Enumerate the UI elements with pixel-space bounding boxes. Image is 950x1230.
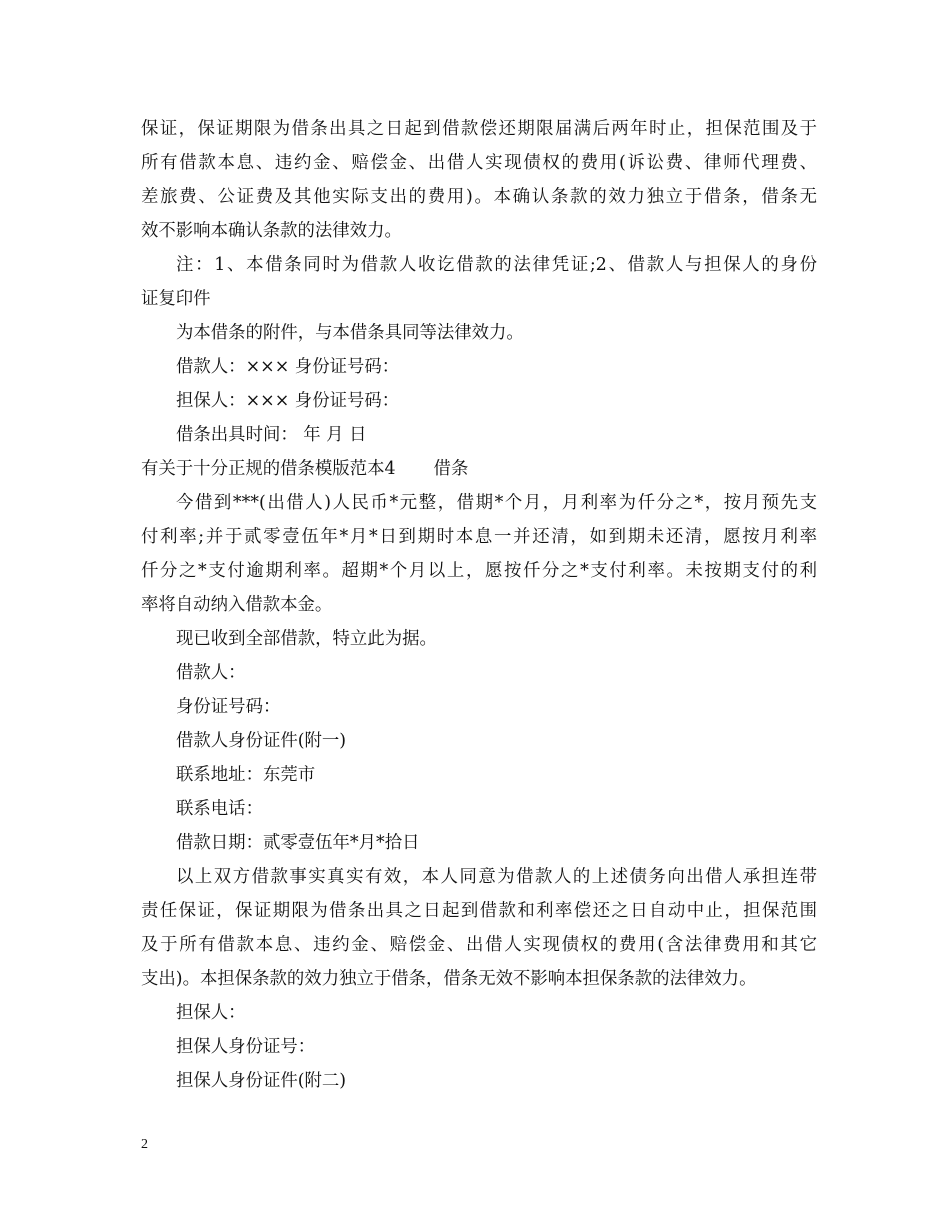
document-body bbox=[141, 112, 817, 1098]
page-number: 2 bbox=[141, 1137, 148, 1152]
text-line: 所有借款本息、违约金、赔偿金、出借人实现债权的费用(诉讼费、律师代理费、 bbox=[141, 153, 817, 173]
text-line: 联系电话： bbox=[176, 799, 263, 819]
text-line: 支出)。本担保条款的效力独立于借条，借条无效不影响本担保条款的法律效力。 bbox=[141, 969, 757, 989]
text-line: 担保人：××× 身份证号码： bbox=[176, 391, 400, 411]
text-line: 借款人身份证件(附一) bbox=[176, 731, 347, 751]
section-heading bbox=[141, 452, 817, 486]
text-line: 担保人身份证件(附二) bbox=[176, 1071, 347, 1091]
text-line: 率将自动纳入借款本金。 bbox=[141, 595, 333, 615]
text-line: 付利率;并于贰零壹伍年*月*日到期时本息一并还清，如到期未还清，愿按月利率 bbox=[141, 527, 817, 547]
text-line: 借款日期：贰零壹伍年*月*拾日 bbox=[176, 833, 420, 853]
text-line: 为本借条的附件，与本借条具同等法律效力。 bbox=[176, 323, 524, 343]
text-line: 差旅费、公证费及其他实际支出的费用)。本确认条款的效力独立于借条，借条无 bbox=[141, 187, 817, 207]
text-line: 担保人身份证号： bbox=[176, 1037, 316, 1057]
text-line: 借条出具时间： 年 月 日 bbox=[176, 425, 367, 445]
section-heading-title: 借条 bbox=[433, 459, 469, 479]
text-line: 借款人： bbox=[176, 663, 246, 683]
text-line: 今借到***(出借人)人民币*元整，借期*个月，月利率为仟分之*，按月预先支 bbox=[176, 493, 817, 513]
text-line: 效不影响本确认条款的法律效力。 bbox=[141, 221, 402, 241]
text-line: 现已收到全部借款，特立此为据。 bbox=[176, 629, 437, 649]
text-line: 仟分之*支付逾期利率。超期*个月以上，愿按仟分之*支付利率。未按期支付的利 bbox=[141, 561, 817, 581]
text-line: 联系地址：东莞市 bbox=[176, 765, 316, 785]
text-line: 及于所有借款本息、违约金、赔偿金、出借人实现债权的费用(含法律费用和其它 bbox=[141, 935, 817, 955]
text-line: 证复印件 bbox=[141, 289, 211, 309]
text-line: 以上双方借款事实真实有效，本人同意为借款人的上述债务向出借人承担连带 bbox=[176, 867, 817, 887]
text-line: 借款人：××× 身份证号码： bbox=[176, 357, 400, 377]
text-line: 保证，保证期限为借条出具之日起到借款偿还期限届满后两年时止，担保范围及于 bbox=[141, 119, 817, 139]
text-line: 身份证号码： bbox=[176, 697, 281, 717]
text-line: 担保人： bbox=[176, 1003, 246, 1023]
section-heading-text: 有关于十分正规的借条模版范本4 bbox=[141, 459, 396, 479]
text-line: 责任保证，保证期限为借条出具之日起到借款和利率偿还之日自动中止，担保范围 bbox=[141, 901, 817, 921]
text-line: 注：1、本借条同时为借款人收讫借款的法律凭证;2、借款人与担保人的身份 bbox=[176, 255, 817, 275]
